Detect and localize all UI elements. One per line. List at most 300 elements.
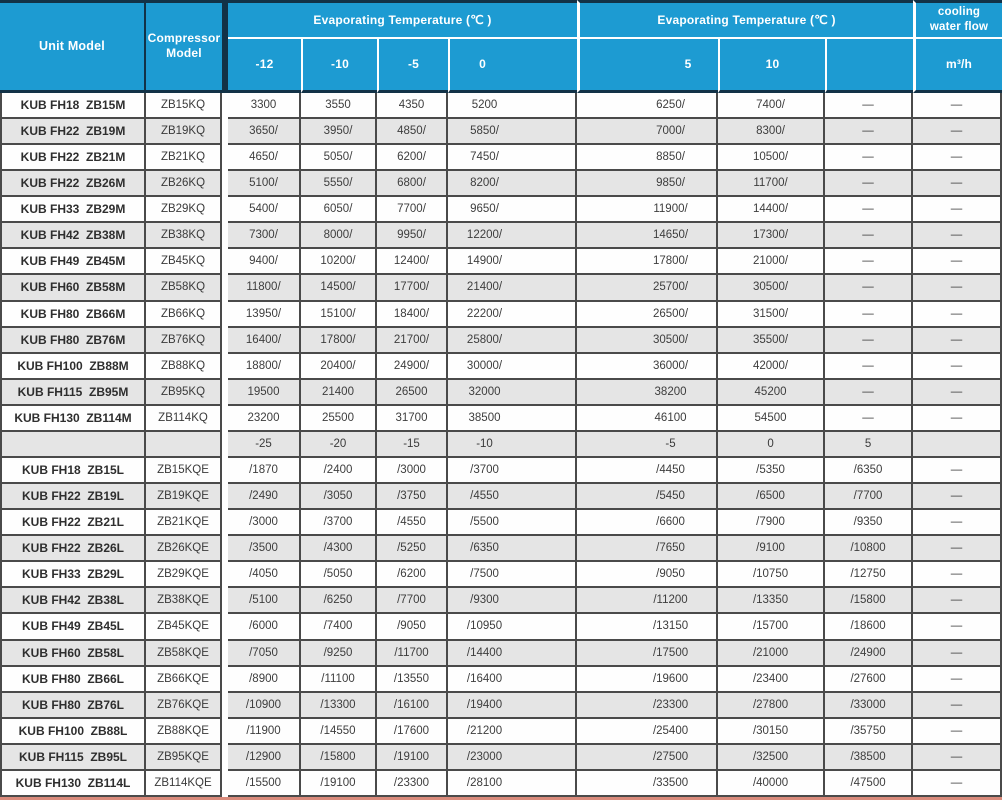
value-cell: 6250/ (577, 93, 718, 119)
value-cell: — (825, 302, 913, 328)
value-cell: 15100/ (301, 302, 377, 328)
unit-model-cell: KUB FH115 ZB95L (0, 745, 146, 771)
value-cell: /23300 (377, 771, 448, 797)
unit-model-cell: KUB FH100 ZB88L (0, 719, 146, 745)
value-cell: /17500 (577, 641, 718, 667)
value-cell: /10950 (448, 614, 577, 640)
value-cell: /7650 (577, 536, 718, 562)
value-cell: /33000 (825, 693, 913, 719)
compressor-model-cell: ZB21KQE (146, 510, 222, 536)
unit-model-cell: KUB FH100 ZB88M (0, 354, 146, 380)
value-cell: — (913, 614, 1002, 640)
value-cell: /2490 (228, 484, 301, 510)
value-cell: 4850/ (377, 119, 448, 145)
value-cell: — (913, 693, 1002, 719)
compressor-model-cell: ZB95KQ (146, 380, 222, 406)
separator-temp-label: -15 (377, 432, 448, 458)
value-cell: 10500/ (718, 145, 825, 171)
value-cell: 54500 (718, 406, 825, 432)
compressor-model-cell: ZB26KQ (146, 171, 222, 197)
value-cell: /32500 (718, 745, 825, 771)
value-cell: /6200 (377, 562, 448, 588)
compressor-model-cell: ZB21KQ (146, 145, 222, 171)
flow-unit-header: m³/h (913, 39, 1002, 93)
separator-temp-label: -10 (448, 432, 577, 458)
value-cell: 46100 (577, 406, 718, 432)
value-cell: 17800/ (577, 249, 718, 275)
value-cell: /13550 (377, 667, 448, 693)
value-cell: /9050 (377, 614, 448, 640)
table-row (0, 275, 1002, 301)
value-cell: 25800/ (448, 328, 577, 354)
value-cell: /10900 (228, 693, 301, 719)
value-cell: /38500 (825, 745, 913, 771)
unit-model-cell: KUB FH80 ZB76M (0, 328, 146, 354)
table-row (0, 745, 1002, 771)
value-cell: 30000/ (448, 354, 577, 380)
value-cell: — (913, 667, 1002, 693)
header-group-row (0, 0, 1002, 39)
unit-model-cell: KUB FH42 ZB38L (0, 588, 146, 614)
value-cell: /47500 (825, 771, 913, 797)
value-cell: 21400 (301, 380, 377, 406)
value-cell: — (913, 719, 1002, 745)
value-cell: /25400 (577, 719, 718, 745)
value-cell: /7400 (301, 614, 377, 640)
value-cell: /11900 (228, 719, 301, 745)
value-cell: /9350 (825, 510, 913, 536)
value-cell: /3500 (228, 536, 301, 562)
separator-temp-label: -20 (301, 432, 377, 458)
value-cell: /23300 (577, 693, 718, 719)
value-cell: — (913, 249, 1002, 275)
unit-model-cell: KUB FH18 ZB15M (0, 93, 146, 119)
table-row (0, 328, 1002, 354)
value-cell: — (913, 171, 1002, 197)
value-cell: /3750 (377, 484, 448, 510)
separator-temp-label: 0 (718, 432, 825, 458)
value-cell: /4300 (301, 536, 377, 562)
compressor-model-cell: ZB38KQ (146, 223, 222, 249)
value-cell: /7500 (448, 562, 577, 588)
value-cell: /21200 (448, 719, 577, 745)
value-cell: — (913, 223, 1002, 249)
unit-model-cell: KUB FH22 ZB19M (0, 119, 146, 145)
value-cell: 9850/ (577, 171, 718, 197)
value-cell: /19400 (448, 693, 577, 719)
value-cell: — (913, 536, 1002, 562)
value-cell: 21700/ (377, 328, 448, 354)
value-cell: /5050 (301, 562, 377, 588)
value-cell: 7700/ (377, 197, 448, 223)
value-cell: — (825, 223, 913, 249)
value-cell: /9050 (577, 562, 718, 588)
value-cell: /7700 (377, 588, 448, 614)
value-cell: /40000 (718, 771, 825, 797)
value-cell: /19600 (577, 667, 718, 693)
table-row (0, 510, 1002, 536)
table-row (0, 614, 1002, 640)
value-cell: 16400/ (228, 328, 301, 354)
value-cell: 12200/ (448, 223, 577, 249)
value-cell: /17600 (377, 719, 448, 745)
unit-model-cell: KUB FH130 ZB114L (0, 771, 146, 797)
unit-model-cell: KUB FH22 ZB26M (0, 171, 146, 197)
value-cell: 17300/ (718, 223, 825, 249)
value-cell: 26500/ (577, 302, 718, 328)
value-cell: /6600 (577, 510, 718, 536)
value-cell: /1870 (228, 458, 301, 484)
value-cell: 6200/ (377, 145, 448, 171)
value-cell: /3050 (301, 484, 377, 510)
unit-model-cell: KUB FH60 ZB58L (0, 641, 146, 667)
value-cell: 30500/ (577, 328, 718, 354)
value-cell: /12750 (825, 562, 913, 588)
value-cell: — (913, 510, 1002, 536)
compressor-model-cell: ZB29KQ (146, 197, 222, 223)
value-cell: 14900/ (448, 249, 577, 275)
value-cell: /15800 (301, 745, 377, 771)
unit-model-cell: KUB FH22 ZB21L (0, 510, 146, 536)
value-cell: 11700/ (718, 171, 825, 197)
unit-model-cell: KUB FH33 ZB29L (0, 562, 146, 588)
compressor-model-cell (146, 432, 222, 458)
value-cell: 21000/ (718, 249, 825, 275)
value-cell: /13150 (577, 614, 718, 640)
value-cell: — (913, 302, 1002, 328)
compressor-model-cell: ZB19KQE (146, 484, 222, 510)
value-cell: /7700 (825, 484, 913, 510)
value-cell: 19500 (228, 380, 301, 406)
value-cell: /14550 (301, 719, 377, 745)
value-cell: /5250 (377, 536, 448, 562)
value-cell: 36000/ (577, 354, 718, 380)
table-row (0, 693, 1002, 719)
compressor-model-cell: ZB15KQ (146, 93, 222, 119)
compressor-model-cell: ZB15KQE (146, 458, 222, 484)
value-cell: /5100 (228, 588, 301, 614)
temp-col-header: 5 (577, 39, 718, 93)
value-cell: — (913, 562, 1002, 588)
value-cell: — (825, 328, 913, 354)
value-cell: /5500 (448, 510, 577, 536)
value-cell: 5850/ (448, 119, 577, 145)
value-cell: 23200 (228, 406, 301, 432)
table-row (0, 380, 1002, 406)
separator-temp-label: -25 (228, 432, 301, 458)
value-cell: — (825, 249, 913, 275)
value-cell: /3700 (448, 458, 577, 484)
value-cell: /11200 (577, 588, 718, 614)
table-row (0, 119, 1002, 145)
table-row (0, 406, 1002, 432)
value-cell: 14500/ (301, 275, 377, 301)
value-cell: /33500 (577, 771, 718, 797)
value-cell: 9400/ (228, 249, 301, 275)
temp-col-header: -12 (228, 39, 301, 93)
value-cell: /13300 (301, 693, 377, 719)
unit-model-cell: KUB FH33 ZB29M (0, 197, 146, 223)
compressor-model-cell: ZB26KQE (146, 536, 222, 562)
value-cell: 10200/ (301, 249, 377, 275)
compressor-model-cell: ZB76KQE (146, 693, 222, 719)
value-cell: /27500 (577, 745, 718, 771)
table-row (0, 197, 1002, 223)
value-cell: 13950/ (228, 302, 301, 328)
value-cell: /4550 (448, 484, 577, 510)
value-cell: 5400/ (228, 197, 301, 223)
value-cell: — (913, 745, 1002, 771)
value-cell: 4350 (377, 93, 448, 119)
value-cell: 25700/ (577, 275, 718, 301)
compressor-model-cell: ZB29KQE (146, 562, 222, 588)
unit-model-cell: KUB FH115 ZB95M (0, 380, 146, 406)
value-cell: — (913, 588, 1002, 614)
value-cell: /23400 (718, 667, 825, 693)
value-cell: 3300 (228, 93, 301, 119)
value-cell: 7400/ (718, 93, 825, 119)
value-cell: /10750 (718, 562, 825, 588)
table-row (0, 484, 1002, 510)
value-cell: /6350 (825, 458, 913, 484)
compressor-model-cell: ZB38KQE (146, 588, 222, 614)
separator-temp-label: 5 (825, 432, 913, 458)
value-cell: 11900/ (577, 197, 718, 223)
compressor-model-cell: ZB45KQ (146, 249, 222, 275)
value-cell: 45200 (718, 380, 825, 406)
value-cell: 32000 (448, 380, 577, 406)
table-row (0, 458, 1002, 484)
value-cell: 9650/ (448, 197, 577, 223)
value-cell: /4550 (377, 510, 448, 536)
value-cell: — (913, 458, 1002, 484)
unit-model-cell: KUB FH18 ZB15L (0, 458, 146, 484)
compressor-model-cell: ZB95KQE (146, 745, 222, 771)
value-cell: /3000 (228, 510, 301, 536)
value-cell: — (913, 771, 1002, 797)
value-cell: 14650/ (577, 223, 718, 249)
value-cell: 5550/ (301, 171, 377, 197)
table-row (0, 536, 1002, 562)
value-cell: /27800 (718, 693, 825, 719)
value-cell: 7450/ (448, 145, 577, 171)
value-cell: 17700/ (377, 275, 448, 301)
value-cell: 38500 (448, 406, 577, 432)
value-cell: — (913, 145, 1002, 171)
value-cell: — (825, 119, 913, 145)
value-cell: 6800/ (377, 171, 448, 197)
value-cell: 8850/ (577, 145, 718, 171)
value-cell: 7000/ (577, 119, 718, 145)
unit-model-cell: KUB FH22 ZB19L (0, 484, 146, 510)
value-cell: — (825, 171, 913, 197)
value-cell: — (913, 93, 1002, 119)
value-cell: 20400/ (301, 354, 377, 380)
value-cell: — (913, 484, 1002, 510)
value-cell: /9300 (448, 588, 577, 614)
separator-temp-label (913, 432, 1002, 458)
value-cell: /7050 (228, 641, 301, 667)
value-cell: — (825, 197, 913, 223)
value-cell: /19100 (301, 771, 377, 797)
unit-model-cell: KUB FH49 ZB45L (0, 614, 146, 640)
unit-model-cell: KUB FH80 ZB76L (0, 693, 146, 719)
value-cell: /9100 (718, 536, 825, 562)
value-cell: 30500/ (718, 275, 825, 301)
compressor-model-cell: ZB45KQE (146, 614, 222, 640)
value-cell: 35500/ (718, 328, 825, 354)
value-cell: 21400/ (448, 275, 577, 301)
value-cell: 31500/ (718, 302, 825, 328)
value-cell: 8200/ (448, 171, 577, 197)
value-cell: /4450 (577, 458, 718, 484)
value-cell: — (913, 275, 1002, 301)
value-cell: 3650/ (228, 119, 301, 145)
table-row (0, 145, 1002, 171)
value-cell: — (913, 197, 1002, 223)
value-cell: 5200 (448, 93, 577, 119)
value-cell: 14400/ (718, 197, 825, 223)
value-cell: /21000 (718, 641, 825, 667)
separator-temp-label: -5 (577, 432, 718, 458)
compressor-model-cell: ZB88KQ (146, 354, 222, 380)
value-cell: /11700 (377, 641, 448, 667)
value-cell: /6000 (228, 614, 301, 640)
table-row (0, 667, 1002, 693)
temp-col-header (825, 39, 913, 93)
value-cell: — (913, 380, 1002, 406)
value-cell: /30150 (718, 719, 825, 745)
value-cell: /12900 (228, 745, 301, 771)
value-cell: 3950/ (301, 119, 377, 145)
value-cell: /3000 (377, 458, 448, 484)
value-cell: /16100 (377, 693, 448, 719)
table-row (0, 641, 1002, 667)
value-cell: /18600 (825, 614, 913, 640)
value-cell: — (825, 145, 913, 171)
value-cell: /9250 (301, 641, 377, 667)
table-row (0, 171, 1002, 197)
value-cell: /7900 (718, 510, 825, 536)
value-cell: 8300/ (718, 119, 825, 145)
value-cell: /6500 (718, 484, 825, 510)
value-cell: 22200/ (448, 302, 577, 328)
value-cell: /15500 (228, 771, 301, 797)
table-body (0, 93, 1002, 797)
unit-model-cell: KUB FH60 ZB58M (0, 275, 146, 301)
temp-col-header: -5 (377, 39, 448, 93)
value-cell: /2400 (301, 458, 377, 484)
evaporating-temperature-group1-header: Evaporating Temperature (℃ ) (228, 0, 577, 39)
table-row (0, 93, 1002, 119)
value-cell: 5050/ (301, 145, 377, 171)
value-cell: 11800/ (228, 275, 301, 301)
value-cell: 8000/ (301, 223, 377, 249)
cooling-water-flow-header: cooling water flow (913, 0, 1002, 39)
compressor-model-cell: ZB58KQE (146, 641, 222, 667)
value-cell: — (913, 406, 1002, 432)
table-row (0, 562, 1002, 588)
value-cell: 5100/ (228, 171, 301, 197)
value-cell: /16400 (448, 667, 577, 693)
table-header (0, 0, 1002, 93)
value-cell: — (825, 380, 913, 406)
value-cell: 38200 (577, 380, 718, 406)
value-cell: /5450 (577, 484, 718, 510)
value-cell: /3700 (301, 510, 377, 536)
value-cell: 3550 (301, 93, 377, 119)
compressor-model-cell: ZB88KQE (146, 719, 222, 745)
temp-col-header: -10 (301, 39, 377, 93)
value-cell: /35750 (825, 719, 913, 745)
compressor-model-cell: ZB114KQE (146, 771, 222, 797)
unit-model-cell: KUB FH80 ZB66M (0, 302, 146, 328)
compressor-model-cell: ZB19KQ (146, 119, 222, 145)
value-cell: /6350 (448, 536, 577, 562)
unit-model-header: Unit Model (0, 0, 146, 93)
table-row (0, 223, 1002, 249)
compressor-model-cell: ZB66KQE (146, 667, 222, 693)
value-cell: /8900 (228, 667, 301, 693)
value-cell: /10800 (825, 536, 913, 562)
value-cell: — (913, 119, 1002, 145)
value-cell: 42000/ (718, 354, 825, 380)
unit-model-cell: KUB FH130 ZB114M (0, 406, 146, 432)
value-cell: /27600 (825, 667, 913, 693)
value-cell: 26500 (377, 380, 448, 406)
value-cell: — (913, 641, 1002, 667)
value-cell: — (825, 354, 913, 380)
temp-col-header: 0 (448, 39, 577, 93)
value-cell: — (825, 406, 913, 432)
value-cell: 12400/ (377, 249, 448, 275)
temperature-separator-row (0, 432, 1002, 458)
value-cell: /11100 (301, 667, 377, 693)
compressor-model-cell: ZB76KQ (146, 328, 222, 354)
value-cell: — (913, 354, 1002, 380)
table-row (0, 588, 1002, 614)
unit-model-cell: KUB FH42 ZB38M (0, 223, 146, 249)
unit-model-cell (0, 432, 146, 458)
value-cell: 25500 (301, 406, 377, 432)
unit-model-cell: KUB FH80 ZB66L (0, 667, 146, 693)
compressor-model-header: Compressor Model (146, 0, 222, 93)
value-cell: /24900 (825, 641, 913, 667)
value-cell: — (825, 275, 913, 301)
value-cell: /6250 (301, 588, 377, 614)
value-cell: /23000 (448, 745, 577, 771)
value-cell: 17800/ (301, 328, 377, 354)
table-row (0, 771, 1002, 797)
value-cell: /19100 (377, 745, 448, 771)
compressor-model-cell: ZB66KQ (146, 302, 222, 328)
value-cell: 6050/ (301, 197, 377, 223)
value-cell: — (825, 93, 913, 119)
value-cell: /14400 (448, 641, 577, 667)
compressor-model-cell: ZB58KQ (146, 275, 222, 301)
value-cell: 18800/ (228, 354, 301, 380)
value-cell: /15800 (825, 588, 913, 614)
evaporating-temperature-group2-header: Evaporating Temperature (℃ ) (577, 0, 913, 39)
value-cell: — (913, 328, 1002, 354)
value-cell: 24900/ (377, 354, 448, 380)
table-row (0, 249, 1002, 275)
table-row (0, 302, 1002, 328)
table-row (0, 719, 1002, 745)
unit-model-cell: KUB FH22 ZB26L (0, 536, 146, 562)
unit-model-cell: KUB FH49 ZB45M (0, 249, 146, 275)
temp-col-header: 10 (718, 39, 825, 93)
